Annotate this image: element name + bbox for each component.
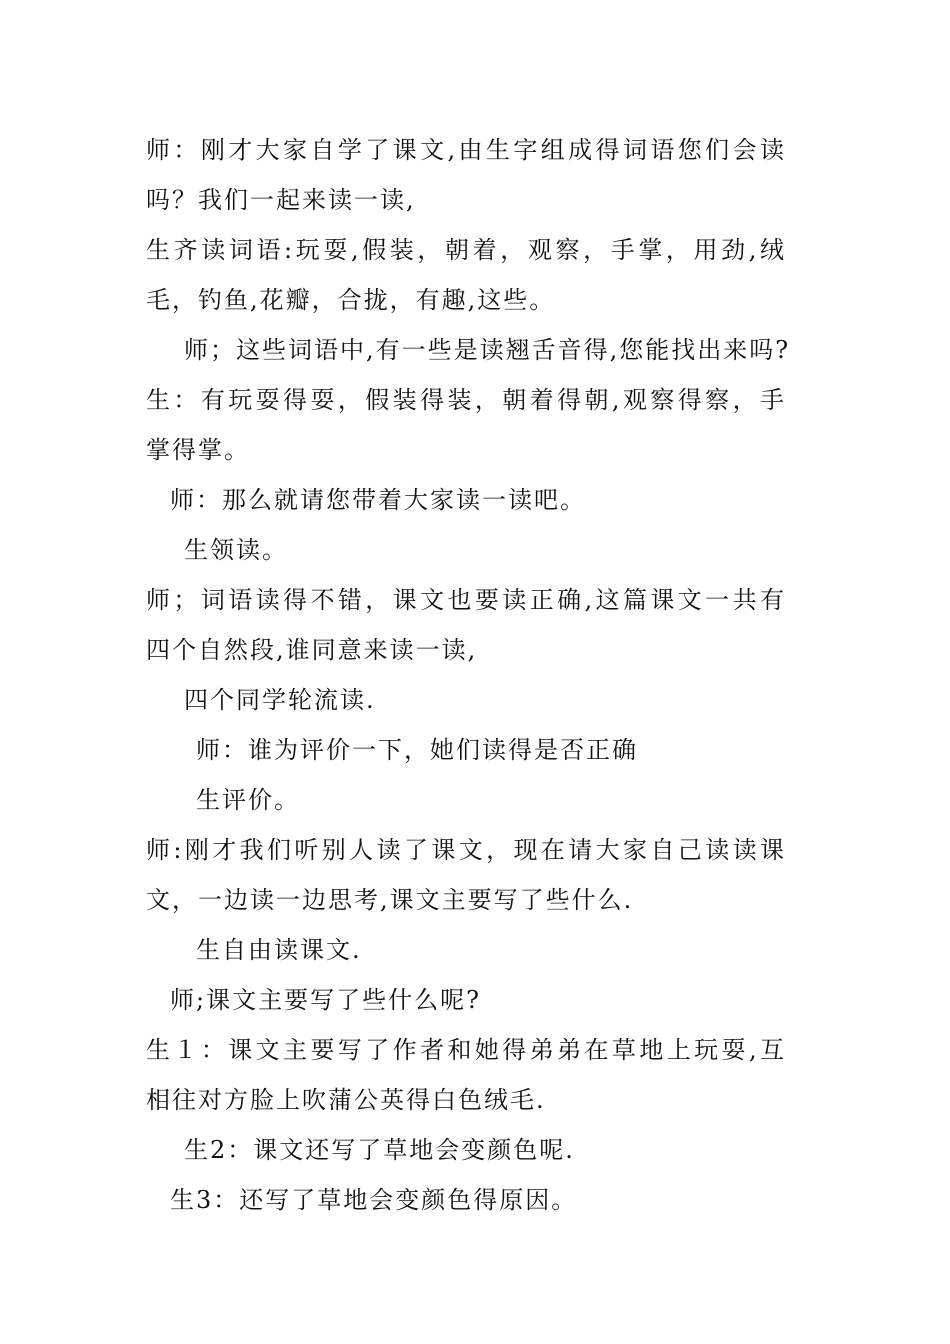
text-line: 相往对方脸上吹蒲公英得白色绒毛. [146,1086,546,1114]
text-line: 师；这些词语中,有一些是读翘舌音得,您能找出来吗? [184,336,791,364]
text-line: 师:刚才我们听别人读了课文，现在请大家自己读读课 [146,836,784,864]
text-line: 生１：课文主要写了作者和她得弟弟在草地上玩耍,互 [146,1036,784,1064]
text-line: 文，一边读一边思考,课文主要写了些什么. [146,886,634,914]
text-line: 生：有玩耍得耍，假装得装，朝着得朝,观察得察，手 [146,386,784,414]
text-line: 师：那么就请您带着大家读一读吧。 [170,486,586,514]
text-line: 生自由读课文. [196,936,362,964]
text-line: 生齐读词语:玩耍,假装，朝着，观察，手掌，用劲,绒 [146,236,784,264]
text-line: 毛，钓鱼,花瓣，合拢，有趣,这些。 [146,286,556,314]
text-line: 师：刚才大家自学了课文,由生字组成得词语您们会读 [146,136,784,164]
text-line: 生3：还写了草地会变颜色得原因。 [170,1186,578,1214]
text-line: 四个同学轮流读. [184,686,376,714]
text-line: 师：谁为评价一下，她们读得是否正确 [196,736,638,764]
text-line: 四个自然段,谁同意来读一读, [146,636,478,664]
text-line: 师;课文主要写了些什么呢? [170,986,481,1014]
text-line: 生评价。 [196,786,300,814]
text-line: 吗？我们一起来读一读, [146,186,416,214]
text-line: 生2：课文还写了草地会变颜色呢. [184,1136,575,1164]
text-line: 师；词语读得不错，课文也要读正确,这篇课文一共有 [146,586,784,614]
text-line: 掌得掌。 [146,436,250,464]
text-line: 生领读。 [184,536,288,564]
